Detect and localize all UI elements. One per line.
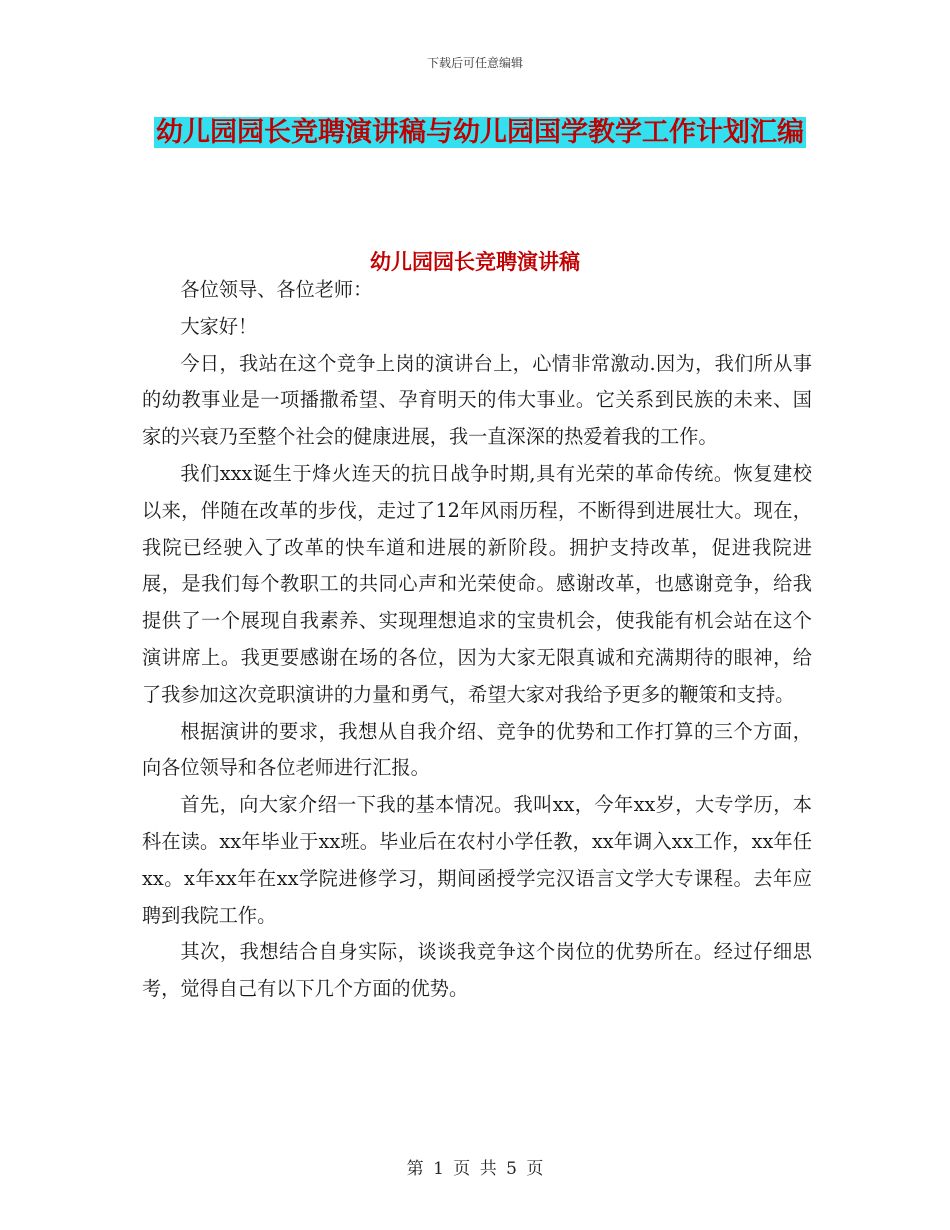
section-title: 幼儿园园长竞聘演讲稿 [370,249,580,274]
paragraph: 大家好！ [180,314,258,338]
page-number: 第 1 页 共 5 页 [406,1159,544,1179]
header-note: 下载后可任意编辑 [426,56,523,70]
paragraph: 首先，向大家介绍一下我的基本情况。我叫xx，今年xx岁，大专学历，本科在读。xx年毕业于xx班。毕业后在农村小学任教，xx年调入xx工作，xx年任xx。x年xx年在xx学院进修学习，期间函授学完汉语言文学大专课程。去年应聘到我院工作。 [142,793,812,927]
paragraph: 其次，我想结合自身实际，谈谈我竞争这个岗位的优势所在。经过仔细思考，觉得自己有以下几个方面的优势。 [142,940,812,1001]
document-title-text: 幼儿园园长竞聘演讲稿与幼儿园国学教学工作计划汇编 [156,117,804,148]
document-title [150,110,810,156]
paragraph: 今日，我站在这个竞争上岗的演讲台上，心情非常激动.因为，我们所从事的幼教事业是一项播撒希望、孕育明天的伟大事业。它关系到民族的未来、国家的兴衰乃至整个社会的健康进展，我一直深深的热爱着我的工作。 [142,351,812,449]
paragraph: 根据演讲的要求，我想从自我介绍、竞争的优势和工作打算的三个方面，向各位领导和各位老师进行汇报。 [142,719,812,780]
paragraph: 各位领导、各位老师： [180,278,373,301]
paragraph: 我们xxx诞生于烽火连天的抗日战争时期,具有光荣的革命传统。恢复建校以来，伴随在改革的步伐，走过了12年风雨历程，不断得到进展壮大。现在，我院已经驶入了改革的快车道和进展的新阶段。拥护支持改革，促进我院进展，是我们每个教职工的共同心声和光荣使命。感谢改革，也感谢竞争，给我提供了一个展现自我素养、实现理想追求的宝贵机会，使我能有机会站在这个演讲席上。我更要感谢在场的各位，因为大家无限真诚和充满期待的眼神，给了我参加这次竞职演讲的力量和勇气，希望大家对我给予更多的鞭策和支持。 [142,461,812,706]
document-body [142,272,812,1008]
